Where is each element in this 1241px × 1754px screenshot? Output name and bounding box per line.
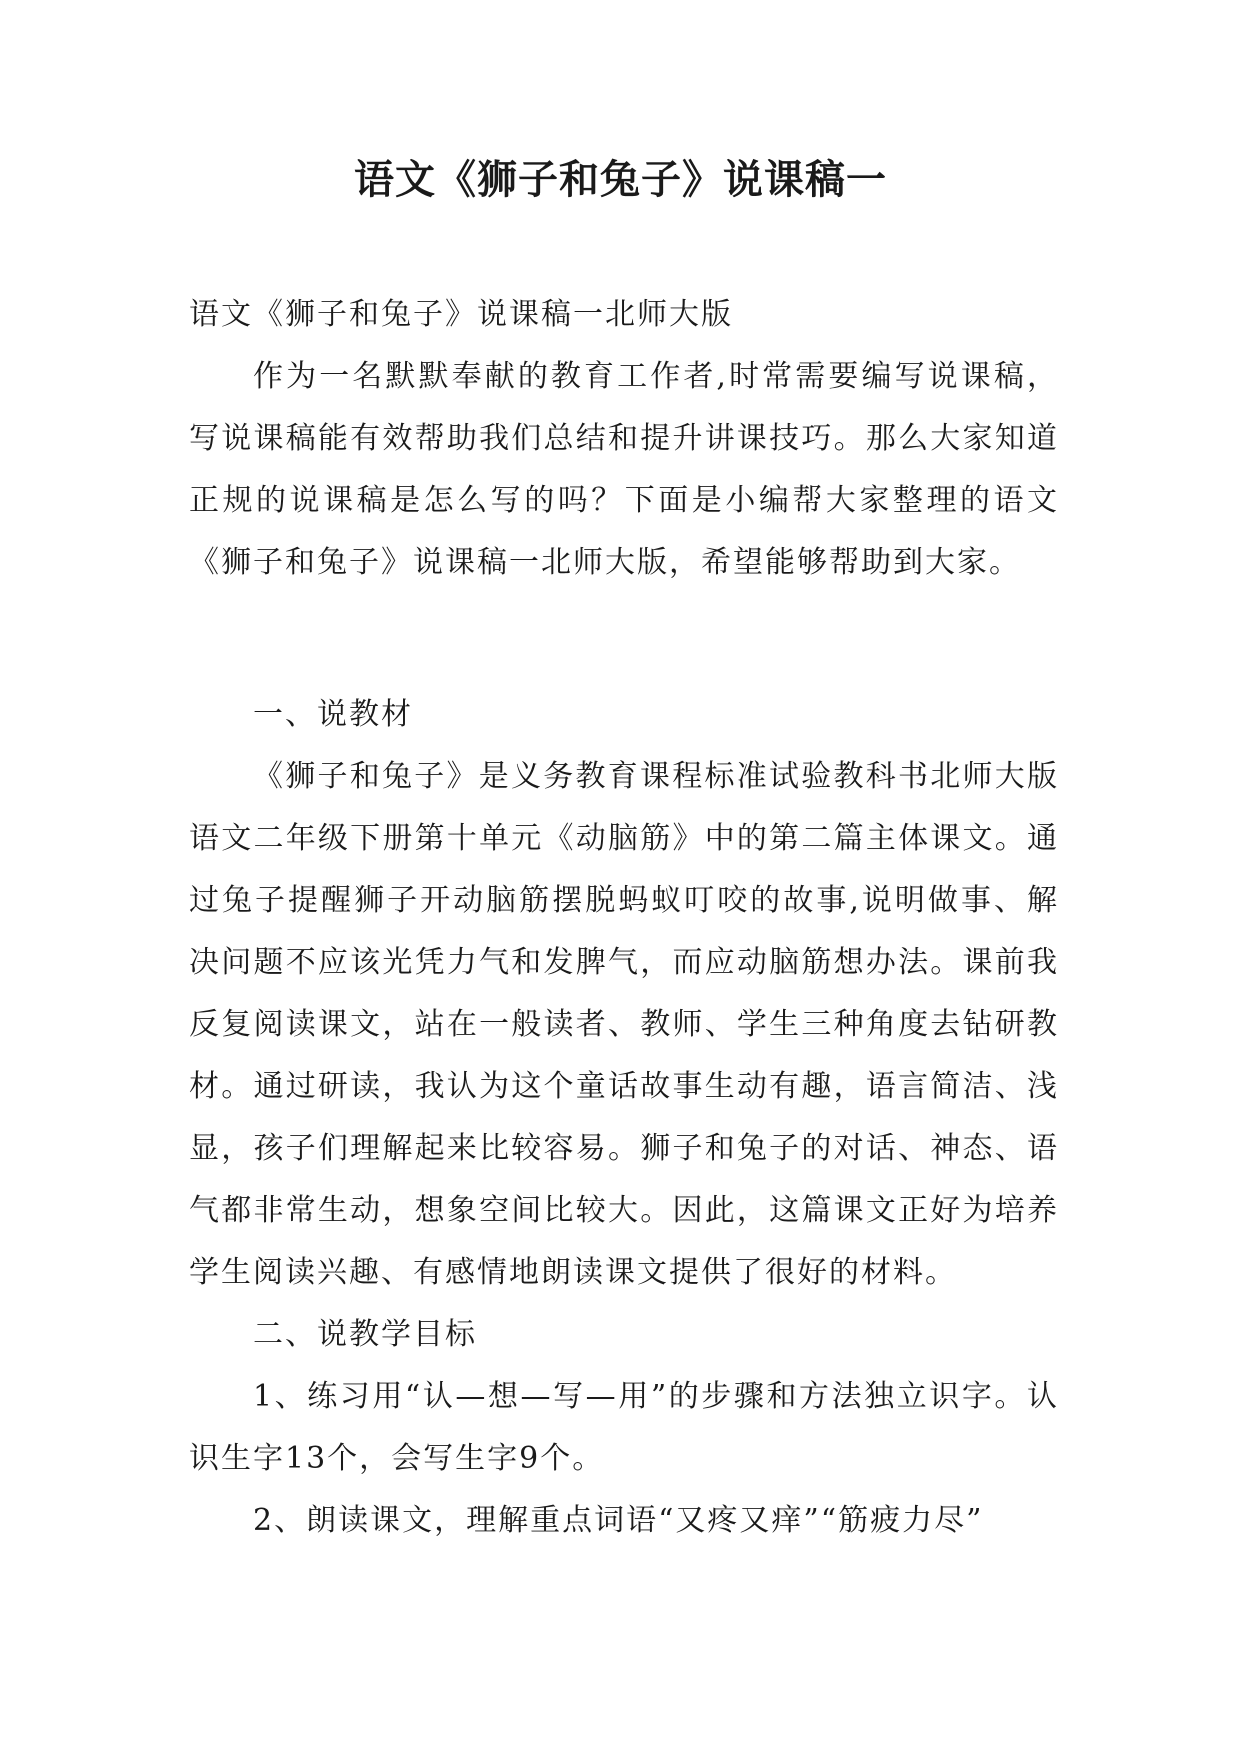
document-body — [189, 284, 1059, 1552]
document-title: 语文《狮子和兔子》说课稿一 — [354, 156, 887, 203]
goal-item-1: 1、练习用“认—想—写—用”的步骤和方法独立识字。认识生字13个，会写生字9个。 — [189, 1379, 1059, 1476]
section-heading-goals: 二、说教学目标 — [253, 1317, 477, 1352]
goal-item-2: 2、朗读课文，理解重点词语“又疼又痒”“筋疲力尽” — [253, 1503, 984, 1538]
intro-paragraph: 作为一名默默奉献的教育工作者,时常需要编写说课稿，写说课稿能有效帮助我们总结和提升讲课技巧。那么大家知道正规的说课稿是怎么写的吗？下面是小编帮大家整理的语文《狮子和兔子》说课稿一北师大版，希望能够帮助到大家。 — [189, 359, 1059, 580]
section-heading-textbook: 一、说教材 — [253, 697, 413, 732]
paragraph-gap — [189, 594, 1059, 684]
document-subtitle: 语文《狮子和兔子》说课稿一北师大版 — [189, 297, 733, 332]
textbook-paragraph: 《狮子和兔子》是义务教育课程标准试验教科书北师大版语文二年级下册第十单元《动脑筋》中的第二篇主体课文。通过兔子提醒狮子开动脑筋摆脱蚂蚁叮咬的故事,说明做事、解决问题不应该光凭力气和发脾气，而应动脑筋想办法。课前我反复阅读课文，站在一般读者、教师、学生三种角度去钻研教材。通过研读，我认为这个童话故事生动有趣，语言简洁、浅显，孩子们理解起来比较容易。狮子和兔子的对话、神态、语气都非常生动，想象空间比较大。因此，这篇课文正好为培养学生阅读兴趣、有感情地朗读课文提供了很好的材料。 — [189, 759, 1059, 1290]
